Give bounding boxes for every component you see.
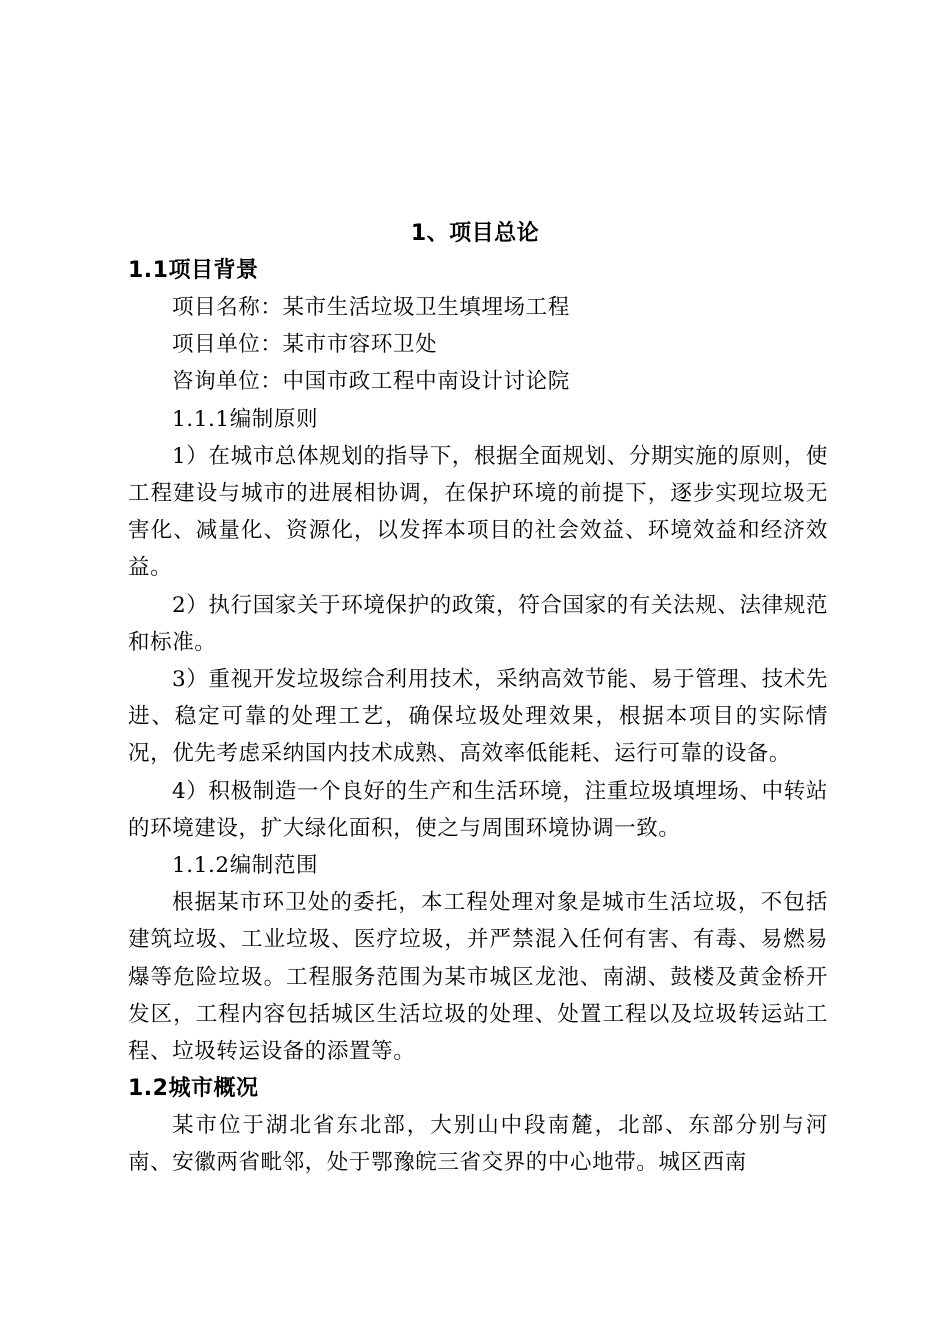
document-body (128, 252, 828, 1182)
section-heading-1-2: 1.2城市概况 (128, 1076, 259, 1102)
principle-1-paragraph: 1）在城市总体规划的指导下，根据全面规划、分期实施的原则，使工程建设与城市的进展相协调，在保护环境的前提下，逐步实现垃圾无害化、减量化、资源化，以发挥本项目的社会效益、环境效益和经济效益。 (128, 443, 828, 581)
scope-paragraph: 根据某市环卫处的委托，本工程处理对象是城市生活垃圾，不包括建筑垃圾、工业垃圾、医疗垃圾，并严禁混入任何有害、有毒、易燃易爆等危险垃圾。工程服务范围为某市城区龙池、南湖、鼓楼及黄金桥开发区，工程内容包括城区生活垃圾的处理、处置工程以及垃圾转运站工程、垃圾转运设备的添置等。 (128, 890, 828, 1065)
consult-unit-line: 咨询单位：中国市政工程中南设计讨论院 (172, 369, 570, 395)
principle-2-paragraph: 2）执行国家关于环境保护的政策，符合国家的有关法规、法律规范和标准。 (128, 592, 828, 655)
subsection-heading-1-1-2: 1.1.2编制范围 (172, 853, 319, 879)
project-unit-line: 项目单位：某市市容环卫处 (172, 332, 438, 358)
principle-4-paragraph: 4）积极制造一个良好的生产和生活环境，注重垃圾填埋场、中转站的环境建设，扩大绿化面积，使之与周围环境协调一致。 (128, 778, 828, 841)
section-heading-1-1: 1.1项目背景 (128, 258, 259, 283)
city-overview-paragraph: 某市位于湖北省东北部，大别山中段南麓，北部、东部分别与河南、安徽两省毗邻，处于鄂豫皖三省交界的中心地带。城区西南 (128, 1113, 828, 1176)
subsection-heading-1-1-1: 1.1.1编制原则 (172, 406, 319, 432)
principle-3-paragraph: 3）重视开发垃圾综合利用技术，采纳高效节能、易于管理、技术先进、稳定可靠的处理工艺，确保垃圾处理效果，根据本项目的实际情况，优先考虑采纳国内技术成熟、高效率低能耗、运行可靠的设备。 (128, 667, 828, 767)
project-name-line: 项目名称：某市生活垃圾卫生填埋场工程 (172, 295, 570, 320)
chapter-title: 1、项目总论 (410, 221, 540, 246)
